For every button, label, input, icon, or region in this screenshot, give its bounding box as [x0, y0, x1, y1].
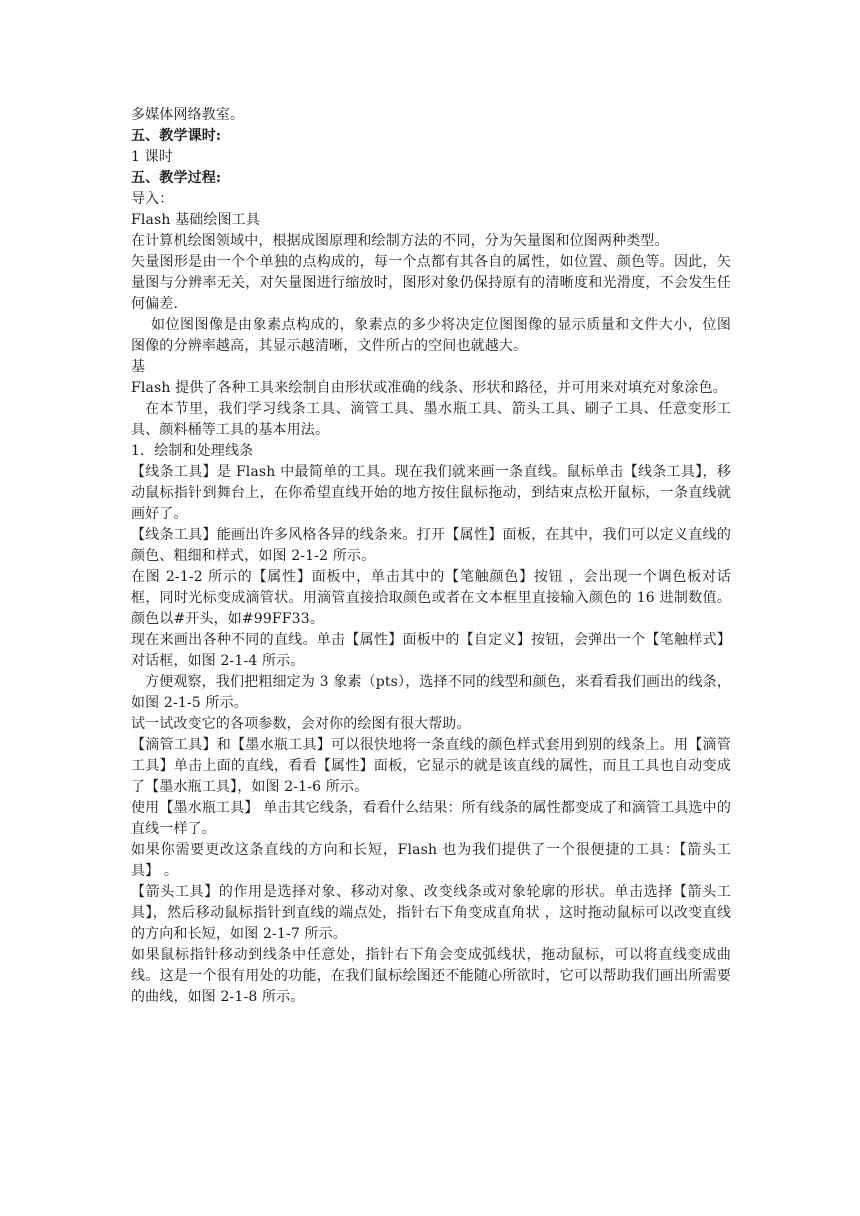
paragraph-dropper-ink: 【滴管工具】和【墨水瓶工具】可以很快地将一条直线的颜色样式套用到别的线条上。用【滴管工具】单击上面的直线，看看【属性】面板，它显示的就是该直线的属性，而且工具也自动变成了【墨水瓶工具】，如图 2-1-6 所示。	[131, 737, 731, 795]
paragraph-vector-graphics: 矢量图形是由一个个单独的点构成的，每一个点都有其各自的属性，如位置、颜色等。因此，矢量图与分辨率无关，对矢量图进行缩放时，图形对象仍保持原有的清晰度和光滑度，不会发生任何偏差.	[131, 254, 731, 312]
paragraph-ink-bottle-use: 使用【墨水瓶工具】 单击其它线条，看看什么结果：所有线条的属性都变成了和滴管工具选中的直线一样了。	[131, 800, 731, 837]
paragraph-try-params: 试一试改变它的各项参数，会对你的绘图有很大帮助。	[131, 716, 471, 732]
paragraph-image-types: 在计算机绘图领域中，根据成图原理和绘制方法的不同，分为矢量图和位图两种类型。	[131, 233, 669, 249]
paragraph-hours-value: 1 课时	[131, 149, 173, 165]
document-body	[131, 105, 731, 1008]
paragraph-intro-label: 导入：	[131, 191, 174, 207]
paragraph-arrow-tool: 【箭头工具】的作用是选择对象、移动对象、改变线条或对象轮廓的形状。单击选择【箭头工具】，然后移动鼠标指针到直线的端点处，指针右下角变成直角状 ，这时拖动鼠标可以改变直线的方向和长短，如图 2-1-7 所示。	[131, 884, 731, 942]
paragraph-classroom: 多媒体网络教室。	[131, 107, 245, 123]
paragraph-line-tool: 【线条工具】是 Flash 中最简单的工具。现在我们就来画一条直线。鼠标单击【线条工具】，移动鼠标指针到舞台上，在你希望直线开始的地方按住鼠标拖动，到结束点松开鼠标，一条直线就画好了。	[131, 464, 731, 522]
heading-teaching-process: 五、教学过程:	[131, 170, 222, 186]
paragraph-bitmap-graphics: 如位图图像是由象素点构成的，象素点的多少将决定位图图像的显示质量和文件大小，位图图像的分辨率越高，其显示越清晰，文件所占的空间也就越大。	[131, 317, 731, 354]
paragraph-custom-stroke: 现在来画出各种不同的直线。单击【属性】面板中的【自定义】按钮，会弹出一个【笔触样式】对话框，如图 2-1-4 所示。	[131, 632, 731, 669]
paragraph-line-styles: 【线条工具】能画出许多风格各异的线条来。打开【属性】面板，在其中，我们可以定义直线的颜色、粗细和样式，如图 2-1-2 所示。	[131, 527, 731, 564]
heading-draw-lines: 1．绘制和处理线条	[131, 443, 254, 459]
paragraph-stroke-color: 在图 2-1-2 所示的【属性】面板中，单击其中的【笔触颜色】按钮 ，会出现一个调色板对话框，同时光标变成滴管状。用滴管直接拾取颜色或者在文本框里直接输入颜色的 16 进制数值。颜色以#开头，如#99FF33。	[131, 569, 731, 627]
paragraph-thickness: 方便观察，我们把粗细定为 3 象素（pts），选择不同的线型和颜色，来看看我们画出的线条，如图 2-1-5 所示。	[131, 674, 731, 711]
paragraph-curve: 如果鼠标指针移动到线条中任意处，指针右下角会变成弧线状，拖动鼠标，可以将直线变成曲线。这是一个很有用处的功能，在我们鼠标绘图还不能随心所欲时，它可以帮助我们画出所需要的曲线，如图 2-1-8 所示。	[131, 947, 731, 1005]
heading-class-hours: 五、教学课时:	[131, 128, 222, 144]
paragraph-flash-tools: Flash 提供了各种工具来绘制自由形状或准确的线条、形状和路径，并可用来对填充对象涂色。	[131, 380, 727, 396]
paragraph-stray-char: 基	[131, 359, 146, 375]
paragraph-arrow-intro: 如果你需要更改这条直线的方向和长短，Flash 也为我们提供了一个很便捷的工具：【箭头工具】 。	[131, 842, 731, 879]
paragraph-topic-title: Flash 基础绘图工具	[131, 212, 260, 228]
paragraph-section-overview: 在本节里，我们学习线条工具、滴管工具、墨水瓶工具、箭头工具、刷子工具、任意变形工具、颜料桶等工具的基本用法。	[131, 401, 731, 438]
